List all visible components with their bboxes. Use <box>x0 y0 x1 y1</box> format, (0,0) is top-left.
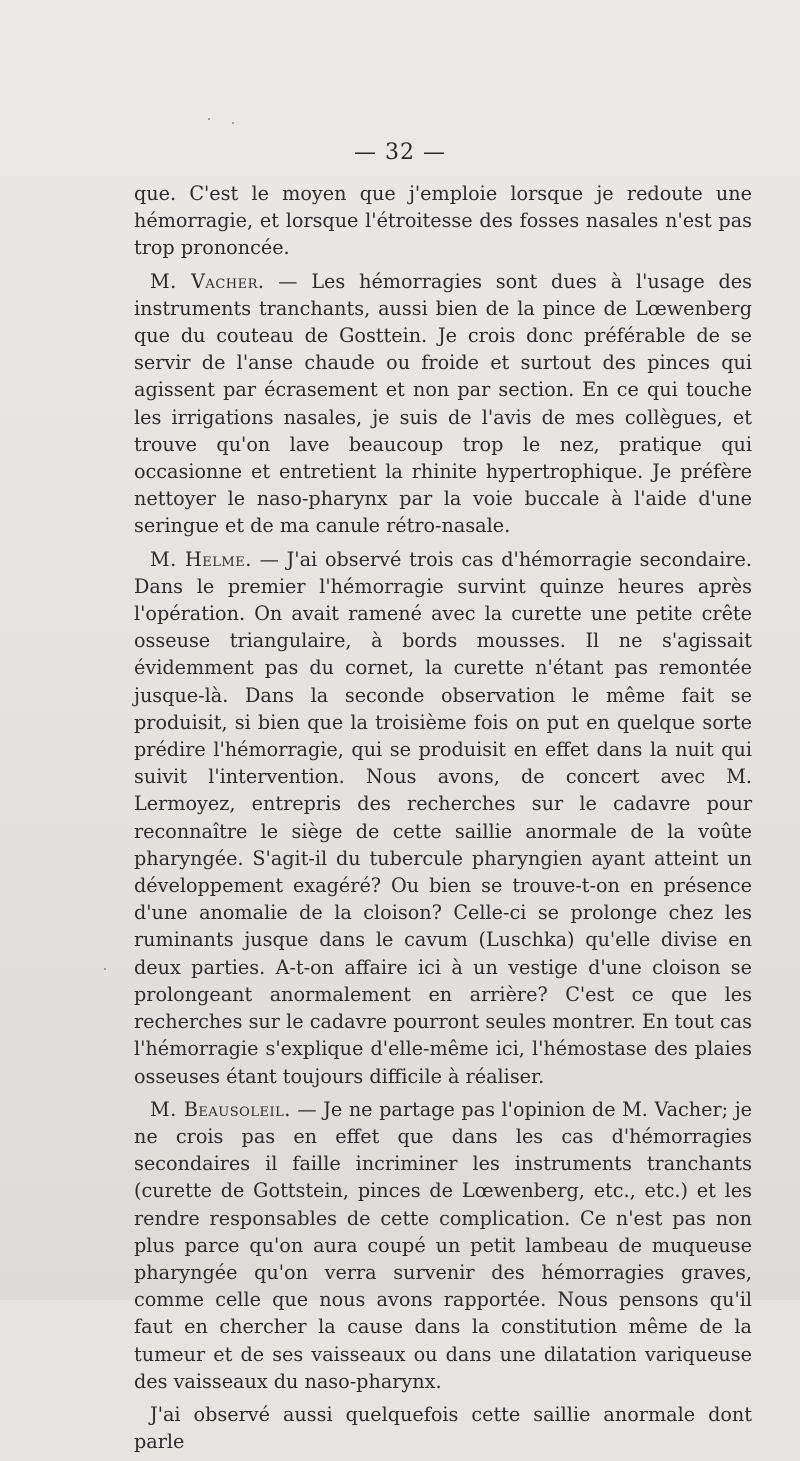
paragraph-continuation <box>134 180 752 262</box>
paragraph-text: — Les hémorragies sont dues à l'usage des instruments tranchants, aussi bien de la pince de Lœwenberg que du couteau de Gosttein. Je crois donc préférable de se servir de l'anse chaude ou froide et surtout des pinces qui agissent par écrasement et non par section. En ce qui touche les irrigations nasales, je suis de l'avis de mes collègues, et trouve qu'on lave beaucoup trop le nez, pratique qui occasionne et entretient la rhinite hypertrophique. Je préfère nettoyer le naso-pharynx par la voie buccale à l'aide d'une seringue et de ma canule rétro-nasale. <box>134 269 752 538</box>
paper-speck <box>208 118 210 120</box>
paragraph-closing <box>134 1401 752 1455</box>
paragraph-vacher <box>134 268 752 540</box>
paragraph-text: J'ai observé aussi quelquefois cette saillie anormale dont parle <box>134 1402 752 1454</box>
paragraph-text: — Je ne partage pas l'opinion de M. Vacher; je ne crois pas en effet que dans les cas d'hémorragies secondaires il faille incriminer les instruments tranchants (curette de Gottstein, pinces de Lœwenberg, etc., etc.) et les rendre responsables de cette complication. Ce n'est pas non plus parce qu'on aura coupé un petit lambeau de muqueuse pharyngée qu'on verra survenir des hémorragies graves, comme celle que nous avons rapportée. Nous pensons qu'il faut en chercher la cause dans la constitution même de la tumeur et de ses vaisseaux ou dans une dilatation variqueuse des vaisseaux du naso-pharynx. <box>134 1097 752 1393</box>
paragraph-text: — J'ai observé trois cas d'hémorragie secondaire. Dans le premier l'hémorragie survint quinze heures après l'opération. On avait ramené avec la curette une petite crête osseuse triangulaire, à bords mousses. Il ne s'agissait évidemment pas du cornet, la curette n'étant pas remontée jusque-là. Dans la seconde observation le même fait se produisit, si bien que la troisième fois on put en quelque sorte prédire l'hémorragie, qui se produisit en effet dans la nuit qui suivit l'intervention. Nous avons, de concert avec M. Lermoyez, entrepris des recherches sur le cadavre pour reconnaître le siège de cette saillie anormale de la voûte pharyngée. S'agit-il du tubercule pharyngien ayant atteint un développement exagéré? Ou bien se trouve-t-on en présence d'une anomalie de la cloison? Celle-ci se prolonge chez les ruminants jusque dans le cavum (Luschka) qu'elle divise en deux parties. A-t-on affaire ici à un vestige d'une cloison se prolongeant anormalement en arrière? C'est ce que les recherches sur le cadavre pourront seules montrer. En tout cas l'hémorragie s'explique d'elle-même ici, l'hémostase des plaies osseuses étant toujours difficile à réaliser. <box>134 547 752 1088</box>
paragraph-helme <box>134 546 752 1090</box>
paragraph-text: que. C'est le moyen que j'emploie lorsque je redoute une hémorragie, et lorsque l'étroitesse des fosses nasales n'est pas trop prononcée. <box>134 182 752 260</box>
body-text <box>134 180 752 1461</box>
paragraph-beausoleil <box>134 1096 752 1395</box>
paper-speck <box>232 122 234 124</box>
speaker-name: M. Helme. <box>150 547 252 571</box>
paper-speck <box>104 968 106 970</box>
speaker-name: M. Vacher. <box>150 269 265 293</box>
speaker-name: M. Beausoleil. <box>150 1097 291 1121</box>
page-number: — 32 — <box>354 140 446 165</box>
